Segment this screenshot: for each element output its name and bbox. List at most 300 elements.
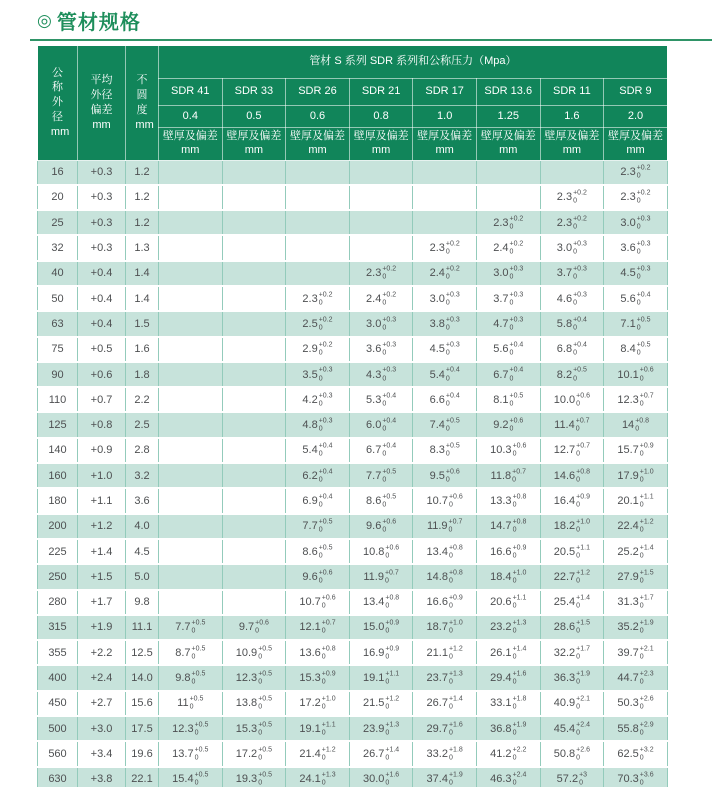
- wall-thickness-value: [302, 468, 332, 484]
- tolerance-base: 0: [194, 754, 199, 762]
- cell-nominal-od: 280: [38, 590, 78, 615]
- wall-label-text: 壁厚及偏差: [226, 130, 282, 142]
- cell-wall-thickness: [222, 615, 286, 640]
- tolerance-plus: +1.4: [576, 594, 590, 602]
- header-label-line: 径: [52, 111, 63, 124]
- thickness-number: 3.0: [493, 267, 509, 280]
- tolerance-plus: +0.7: [321, 619, 336, 627]
- wall-thickness-value: [493, 215, 523, 231]
- header-row-group: [38, 46, 668, 79]
- tolerance-stack: [637, 266, 651, 282]
- thickness-number: 10.8: [362, 545, 385, 558]
- cell-wall-thickness: [349, 337, 413, 362]
- tolerance-stack: [446, 418, 460, 434]
- thickness-number: 14.7: [490, 520, 512, 533]
- tolerance-stack: [382, 367, 396, 383]
- tolerance-stack: [576, 493, 590, 509]
- wall-thickness-value: [172, 746, 208, 762]
- tolerance-stack: [640, 746, 654, 762]
- thickness-number: 19.3: [235, 773, 258, 786]
- tolerance-base: 0: [509, 248, 514, 256]
- wall-thickness-value: [620, 265, 650, 281]
- tolerance-plus: +1.3: [321, 771, 336, 779]
- wall-thickness-value: [430, 291, 460, 307]
- tolerance-plus: +0.5: [194, 771, 209, 779]
- tolerance-stack: [382, 291, 396, 307]
- tolerance-stack: [576, 620, 590, 636]
- cell-wall-thickness: [413, 665, 477, 690]
- tolerance-stack: [446, 468, 460, 484]
- tolerance-plus: +0.2: [318, 291, 333, 299]
- cell-wall-thickness: [159, 767, 223, 787]
- thickness-number: 9.7: [238, 621, 255, 634]
- tolerance-stack: [385, 544, 399, 560]
- tolerance-plus: +2.9: [639, 721, 654, 729]
- tolerance-base: 0: [382, 273, 387, 281]
- wall-label-unit: mm: [626, 143, 645, 156]
- cell-nominal-od: 630: [38, 767, 78, 787]
- cell-wall-thickness: [476, 640, 540, 665]
- wall-thickness-value: [554, 417, 589, 433]
- tolerance-stack: [640, 696, 654, 712]
- tolerance-base: 0: [382, 299, 387, 307]
- tolerance-plus: +1.6: [512, 670, 527, 678]
- thickness-number: 16.6: [426, 596, 448, 609]
- tolerance-plus: +1.3: [512, 619, 527, 627]
- tolerance-plus: +0.4: [382, 442, 397, 450]
- cell-wall-thickness: [413, 185, 477, 210]
- wall-thickness-value: [236, 746, 272, 762]
- tolerance-base: 0: [448, 678, 453, 686]
- thickness-number: 21.4: [299, 747, 321, 760]
- thickness-number: 55.8: [617, 722, 639, 735]
- thickness-number: 5.4: [429, 368, 445, 381]
- tolerance-plus: +0.6: [255, 619, 269, 627]
- tolerance-base: 0: [576, 476, 581, 484]
- tolerance-stack: [513, 696, 527, 712]
- table-row: [38, 261, 668, 286]
- cell-wall-thickness: [476, 185, 540, 210]
- tolerance-stack: [576, 721, 590, 737]
- cell-wall-thickness: [349, 767, 413, 787]
- cell-wall-thickness: [413, 337, 477, 362]
- cell-wall-thickness: [540, 615, 604, 640]
- thickness-number: 22.7: [553, 570, 576, 583]
- wall-label-text: 壁厚及偏差: [162, 130, 218, 142]
- wall-thickness-value: [302, 392, 332, 408]
- thickness-number: 3.6: [366, 343, 382, 356]
- thickness-number: 6.7: [493, 368, 509, 381]
- thickness-number: 5.4: [302, 444, 318, 457]
- tolerance-plus: +1.4: [512, 645, 527, 653]
- tolerance-stack: [382, 266, 396, 282]
- cell-wall-thickness: [476, 615, 540, 640]
- thickness-number: 62.5: [617, 747, 639, 760]
- tolerance-plus: +0.3: [445, 291, 460, 299]
- cell-wall-thickness: [540, 438, 604, 463]
- thickness-number: 18.4: [490, 570, 512, 583]
- tolerance-stack: [446, 316, 460, 332]
- tolerance-base: 0: [509, 425, 514, 433]
- tolerance-stack: [446, 392, 460, 408]
- cell-wall-thickness: [604, 160, 668, 185]
- tolerance-plus: +0.3: [573, 265, 587, 273]
- thickness-number: 50.3: [617, 697, 639, 710]
- tolerance-stack: [322, 671, 336, 687]
- wall-thickness-value: [617, 468, 653, 484]
- tolerance-base: 0: [382, 501, 387, 509]
- tolerance-stack: [640, 721, 654, 737]
- tolerance-stack: [579, 772, 587, 787]
- wall-thickness-value: [299, 721, 335, 737]
- cell-nominal-od: 225: [38, 539, 78, 564]
- tolerance-stack: [258, 746, 272, 762]
- wall-thickness-value: [557, 215, 587, 231]
- tolerance-plus: +0.8: [448, 544, 463, 552]
- cell-wall-thickness: [540, 691, 604, 716]
- tolerance-plus: +0.4: [318, 493, 333, 501]
- cell-wall-thickness: [286, 564, 350, 589]
- tolerance-plus: +0.7: [576, 442, 590, 450]
- wall-thickness-value: [490, 619, 526, 635]
- tolerance-base: 0: [576, 526, 581, 534]
- tolerance-plus: +0.9: [448, 594, 463, 602]
- tolerance-stack: [385, 721, 399, 737]
- tolerance-stack: [576, 645, 590, 661]
- wall-thickness-value: [490, 771, 526, 787]
- tolerance-base: 0: [512, 703, 517, 711]
- tolerance-plus: +0.4: [636, 291, 651, 299]
- wall-thickness-value: [490, 518, 526, 534]
- cell-mean-od-deviation: +2.4: [78, 665, 126, 690]
- wall-thickness-value: [427, 569, 463, 585]
- tolerance-plus: +0.2: [445, 265, 460, 273]
- table-body: [38, 160, 668, 787]
- tolerance-base: 0: [573, 248, 577, 256]
- cell-ovality: 4.5: [126, 539, 159, 564]
- cell-ovality: 2.2: [126, 387, 159, 412]
- tolerance-plus: +0.6: [318, 569, 333, 577]
- table-row: [38, 286, 668, 311]
- wall-thickness-value: [620, 316, 650, 332]
- tolerance-plus: +0.8: [448, 569, 463, 577]
- wall-thickness-value: [490, 670, 526, 686]
- header-label-line: 外: [52, 96, 63, 109]
- tolerance-base: 0: [445, 248, 450, 256]
- thickness-number: 5.3: [366, 393, 382, 406]
- wall-thickness-label: [286, 128, 350, 161]
- thickness-number: 3.7: [556, 267, 573, 280]
- table-row: [38, 488, 668, 513]
- thickness-number: 14: [621, 419, 635, 432]
- tolerance-base: 0: [318, 526, 323, 534]
- tolerance-stack: [576, 671, 590, 687]
- cell-ovality: 5.0: [126, 564, 159, 589]
- tolerance-base: 0: [318, 324, 323, 332]
- cell-wall-thickness: [159, 387, 223, 412]
- thickness-number: 6.7: [366, 444, 382, 457]
- cell-wall-thickness: [286, 261, 350, 286]
- tolerance-base: 0: [318, 552, 323, 560]
- cell-wall-thickness: [604, 463, 668, 488]
- tolerance-base: 0: [448, 577, 453, 585]
- wall-label-unit: mm: [181, 143, 200, 156]
- tolerance-stack: [513, 519, 527, 535]
- wall-thickness-value: [302, 569, 332, 585]
- wall-thickness-value: [557, 341, 587, 357]
- cell-wall-thickness: [222, 767, 286, 787]
- tolerance-plus: +1.0: [576, 518, 590, 526]
- tolerance-stack: [637, 316, 651, 332]
- cell-wall-thickness: [476, 539, 540, 564]
- tolerance-base: 0: [639, 552, 644, 560]
- tolerance-base: 0: [448, 552, 453, 560]
- thickness-number: 5.6: [493, 343, 509, 356]
- tolerance-base: 0: [445, 273, 450, 281]
- cell-mean-od-deviation: +1.4: [78, 539, 126, 564]
- tolerance-plus: +0.5: [382, 468, 397, 476]
- cell-wall-thickness: [540, 286, 604, 311]
- tolerance-stack: [382, 468, 396, 484]
- cell-wall-thickness: [540, 564, 604, 589]
- tolerance-plus: +0.5: [194, 721, 209, 729]
- tolerance-plus: +1.9: [448, 771, 463, 779]
- page-title: [37, 6, 141, 35]
- wall-thickness-value: [490, 695, 526, 711]
- tolerance-plus: +0.3: [318, 366, 333, 374]
- wall-thickness-value: [299, 771, 335, 787]
- cell-wall-thickness: [222, 286, 286, 311]
- wall-thickness-value: [490, 721, 526, 737]
- table-row: [38, 665, 668, 690]
- wall-thickness-value: [366, 417, 396, 433]
- tolerance-stack: [322, 721, 336, 737]
- thickness-number: 46.3: [490, 773, 512, 786]
- wall-thickness-value: [490, 544, 526, 560]
- tolerance-stack: [637, 165, 651, 181]
- tolerance-stack: [385, 772, 399, 787]
- tolerance-stack: [319, 493, 333, 509]
- cell-ovality: 3.6: [126, 488, 159, 513]
- cell-wall-thickness: [159, 590, 223, 615]
- tolerance-base: 0: [382, 400, 387, 408]
- wall-thickness-value: [427, 493, 463, 509]
- cell-wall-thickness: [159, 463, 223, 488]
- cell-wall-thickness: [222, 488, 286, 513]
- thickness-number: 3.0: [556, 242, 573, 255]
- cell-wall-thickness: [286, 210, 350, 235]
- tolerance-plus: +1.0: [448, 619, 463, 627]
- tolerance-stack: [640, 367, 654, 383]
- table-row: [38, 741, 668, 766]
- wall-thickness-value: [490, 594, 526, 610]
- cell-wall-thickness: [413, 691, 477, 716]
- cell-wall-thickness: [476, 590, 540, 615]
- thickness-number: 4.8: [302, 419, 318, 432]
- thickness-number: 25.4: [553, 596, 576, 609]
- tolerance-stack: [382, 316, 396, 332]
- thickness-number: 16.4: [553, 495, 576, 507]
- tolerance-base: 0: [636, 324, 641, 332]
- cell-wall-thickness: [159, 640, 223, 665]
- cell-mean-od-deviation: +3.0: [78, 716, 126, 741]
- wall-thickness-value: [299, 645, 335, 661]
- tolerance-plus: +0.7: [448, 518, 463, 526]
- cell-wall-thickness: [222, 362, 286, 387]
- tolerance-plus: +0.5: [573, 366, 587, 374]
- cell-mean-od-deviation: +0.4: [78, 286, 126, 311]
- table-row: [38, 235, 668, 260]
- tolerance-plus: +1.4: [385, 746, 400, 754]
- cell-wall-thickness: [222, 716, 286, 741]
- wall-label-text: 壁厚及偏差: [353, 130, 409, 142]
- thickness-number: 33.2: [426, 747, 448, 760]
- wall-thickness-value: [490, 569, 526, 585]
- tolerance-base: 0: [636, 299, 641, 307]
- thickness-number: 7.7: [302, 520, 318, 533]
- thickness-number: 2.3: [493, 216, 509, 229]
- cell-wall-thickness: [476, 716, 540, 741]
- tolerance-base: 0: [448, 779, 453, 787]
- tolerance-plus: +3.2: [639, 746, 654, 754]
- cell-wall-thickness: [286, 691, 350, 716]
- wall-thickness-value: [617, 569, 653, 585]
- tolerance-base: 0: [639, 653, 644, 661]
- wall-thickness-value: [172, 721, 208, 737]
- thickness-number: 57.2: [556, 773, 579, 786]
- thickness-number: 18.7: [426, 621, 448, 634]
- tolerance-stack: [573, 291, 587, 307]
- thickness-number: 24.1: [299, 773, 321, 786]
- header-unit: mm: [50, 126, 70, 139]
- wall-thickness-value: [617, 366, 653, 382]
- thickness-number: 9.8: [175, 672, 191, 685]
- cell-wall-thickness: [540, 261, 604, 286]
- wall-thickness-value: [620, 291, 650, 307]
- tolerance-stack: [510, 342, 524, 358]
- tolerance-plus: +1.2: [639, 518, 654, 526]
- thickness-number: 12.3: [172, 722, 194, 735]
- wall-thickness-value: [427, 619, 463, 635]
- tolerance-plus: +0.3: [509, 291, 524, 299]
- tolerance-base: 0: [636, 223, 641, 231]
- thickness-number: 10.3: [490, 444, 512, 457]
- cell-wall-thickness: [349, 261, 413, 286]
- cell-wall-thickness: [413, 387, 477, 412]
- thickness-number: 2.5: [302, 317, 318, 330]
- thickness-number: 2.3: [302, 292, 318, 305]
- thickness-number: 2.3: [366, 267, 382, 280]
- cell-wall-thickness: [604, 235, 668, 260]
- cell-wall-thickness: [286, 311, 350, 336]
- tolerance-base: 0: [509, 375, 514, 383]
- thickness-number: 10.9: [235, 646, 258, 659]
- tolerance-base: 0: [385, 552, 390, 560]
- tolerance-stack: [385, 595, 399, 611]
- thickness-number: 44.7: [617, 672, 639, 685]
- tolerance-plus: +0.5: [191, 670, 206, 678]
- thickness-number: 36.3: [553, 672, 576, 685]
- tolerance-base: 0: [445, 450, 450, 458]
- cell-wall-thickness: [222, 741, 286, 766]
- tolerance-plus: +0.6: [509, 417, 524, 425]
- tolerance-base: 0: [258, 653, 263, 661]
- tolerance-base: 0: [194, 779, 199, 787]
- col-header-sdr41: SDR 41: [159, 79, 223, 106]
- cell-wall-thickness: [413, 362, 477, 387]
- wall-thickness-value: [299, 619, 335, 635]
- wall-thickness-value: [363, 619, 399, 635]
- wall-thickness-value: [366, 468, 396, 484]
- cell-wall-thickness: [413, 615, 477, 640]
- header-unit: mm: [135, 118, 154, 131]
- tolerance-stack: [192, 620, 206, 636]
- tolerance-base: 0: [191, 678, 196, 686]
- tolerance-stack: [322, 620, 336, 636]
- cell-wall-thickness: [222, 160, 286, 185]
- tolerance-stack: [576, 519, 590, 535]
- cell-ovality: 1.2: [126, 185, 159, 210]
- tolerance-stack: [576, 392, 590, 408]
- tolerance-plus: +2.6: [576, 746, 590, 754]
- tolerance-plus: +0.6: [576, 392, 590, 400]
- cell-ovality: 4.0: [126, 514, 159, 539]
- thickness-number: 7.1: [620, 317, 636, 330]
- table-row: [38, 539, 668, 564]
- wall-thickness-value: [554, 392, 590, 408]
- tolerance-plus: +2.4: [576, 721, 590, 729]
- thickness-number: 12.3: [235, 672, 258, 685]
- thickness-number: 23.9: [362, 722, 385, 735]
- cell-wall-thickness: [540, 463, 604, 488]
- cell-mean-od-deviation: +1.7: [78, 590, 126, 615]
- wall-thickness-value: [427, 544, 463, 560]
- tolerance-plus: +0.9: [385, 645, 400, 653]
- wall-thickness-value: [236, 645, 272, 661]
- thickness-number: 4.5: [620, 267, 636, 280]
- tolerance-base: 0: [576, 400, 581, 408]
- tolerance-base: 0: [385, 602, 390, 610]
- thickness-number: 10.7: [299, 596, 321, 609]
- tolerance-plus: +1.6: [448, 721, 463, 729]
- cell-nominal-od: 400: [38, 665, 78, 690]
- wall-thickness-value: [363, 645, 399, 661]
- tolerance-base: 0: [639, 779, 644, 787]
- tolerance-stack: [513, 671, 527, 687]
- cell-wall-thickness: [159, 286, 223, 311]
- thickness-number: 8.7: [175, 646, 191, 659]
- tolerance-stack: [449, 721, 463, 737]
- tolerance-stack: [513, 544, 527, 560]
- tolerance-stack: [637, 291, 651, 307]
- tolerance-base: 0: [194, 729, 199, 737]
- tolerance-base: 0: [445, 476, 450, 484]
- tolerance-plus: +0.3: [318, 392, 333, 400]
- wall-thickness-value: [175, 645, 205, 661]
- cell-nominal-od: 180: [38, 488, 78, 513]
- tolerance-stack: [640, 772, 654, 787]
- tolerance-base: 0: [321, 779, 326, 787]
- tolerance-plus: +1.2: [321, 746, 336, 754]
- tolerance-base: 0: [448, 602, 453, 610]
- cell-wall-thickness: [413, 514, 477, 539]
- tolerance-stack: [449, 696, 463, 712]
- tolerance-base: 0: [321, 703, 326, 711]
- tolerance-plus: +3.6: [639, 771, 654, 779]
- cell-mean-od-deviation: +0.3: [78, 235, 126, 260]
- col-header-sdr13.6: SDR 13.6: [476, 79, 540, 106]
- tolerance-plus: +0.3: [636, 215, 651, 223]
